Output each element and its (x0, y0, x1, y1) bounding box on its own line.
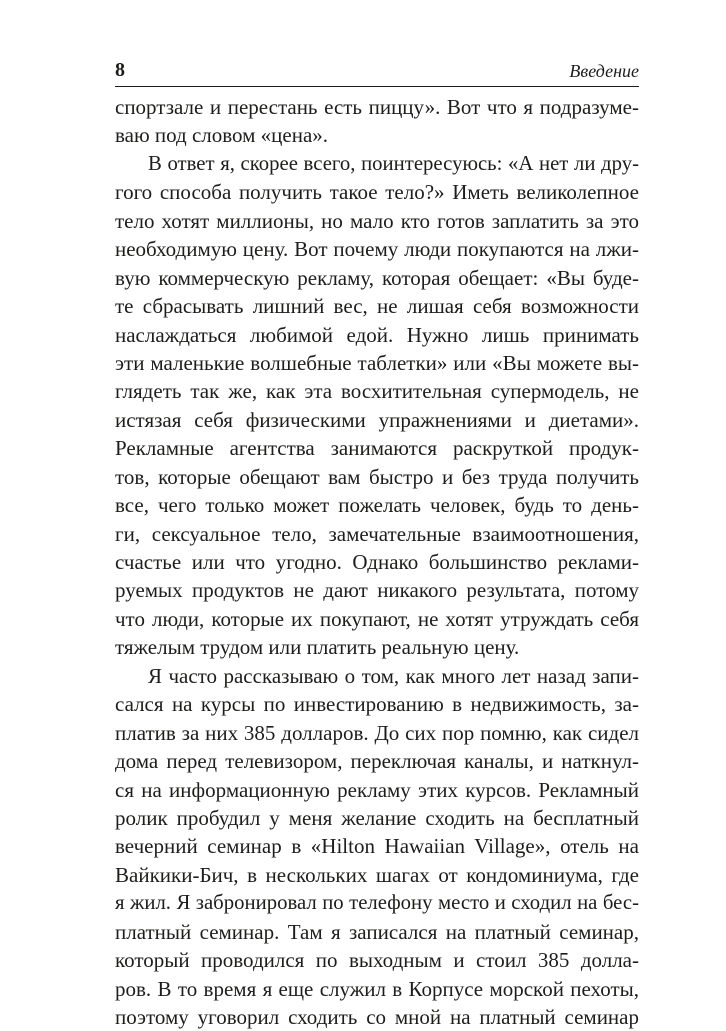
text-line: те сбрасывать лишний вес, не лишая себя возможности (115, 294, 639, 319)
running-title: Введение (569, 61, 639, 81)
text-line: гого способа получить такое тело?» Иметь великолепное (115, 180, 639, 205)
text-line: ваю под словом «цена». (115, 123, 329, 148)
body-text (115, 93, 639, 1031)
text-line: эти маленькие волшебные таблетки» или «Вы можете вы- (115, 350, 639, 375)
text-line: тяжелым трудом или платить реальную цену. (115, 635, 520, 660)
text-line: Вайкики-Бич, в нескольких шагах от кондоминиума, где (115, 862, 639, 887)
text-line: ги, сексуальное тело, замечательные взаимоотношения, (115, 521, 639, 546)
text-line: вечерний семинар в «Hilton Hawaiian Village», отель на (115, 834, 639, 859)
text-line: руемых продуктов не дают никакого результата, потому (115, 578, 639, 603)
text-line: тов, которые обещают вам быстро и без труда получить (115, 464, 639, 489)
text-line: все, чего только может пожелать человек, будь то день- (115, 493, 639, 518)
text-line: ров. В то время я еще служил в Корпусе морской пехоты, (115, 976, 639, 1001)
text-line: поэтому уговорил сходить со мной на платный семинар (115, 1005, 639, 1029)
text-line: платный семинар. Там я записался на платный семинар, (115, 919, 639, 944)
text-line: наслаждаться любимой едой. Нужно лишь принимать (115, 322, 639, 347)
text-line: необходимую цену. Вот почему люди покупаются на лжи- (115, 237, 639, 262)
text-line: Я часто рассказываю о том, как много лет назад запи- (148, 663, 639, 688)
running-header (115, 59, 639, 83)
text-line: который проводился по выходным и стоил 385 долла- (115, 948, 639, 973)
text-line: ролик пробудил у меня желание сходить на бесплатный (115, 805, 639, 830)
text-line: что люди, которые их покупают, не хотят утруждать себя (115, 606, 639, 631)
text-line: счастье или что угодно. Однако большинство реклами- (115, 550, 639, 574)
text-line: ся на информационную рекламу этих курсов. Рекламный (115, 777, 639, 802)
header-rule (115, 86, 639, 87)
text-line: я жил. Я забронировал по телефону место и сходил на бес- (115, 892, 639, 915)
text-line: дома перед телевизором, переключая каналы, и наткнул- (115, 749, 639, 774)
text-line: глядеть так же, как эта восхитительная супермодель, не (115, 379, 639, 404)
page-number: 8 (115, 59, 125, 81)
text-line: В ответ я, скорее всего, поинтересуюсь: «А нет ли дру- (148, 152, 639, 175)
text-line: платив за них 385 долларов. До сих пор помню, как сидел (115, 720, 639, 745)
text-line: Рекламные агентства занимаются раскруткой продук- (115, 436, 639, 461)
text-line: сался на курсы по инвестированию в недвижимость, за- (115, 692, 639, 717)
text-line: тело хотят миллионы, но мало кто готов заплатить за это (115, 208, 639, 233)
text-line: вую коммерческую рекламу, которая обещает: «Вы буде- (115, 265, 639, 290)
text-line: истязая себя физическими упражнениями и диетами». (115, 407, 639, 432)
text-line: спортзале и перестань есть пиццу». Вот что я подразуме- (115, 95, 639, 119)
